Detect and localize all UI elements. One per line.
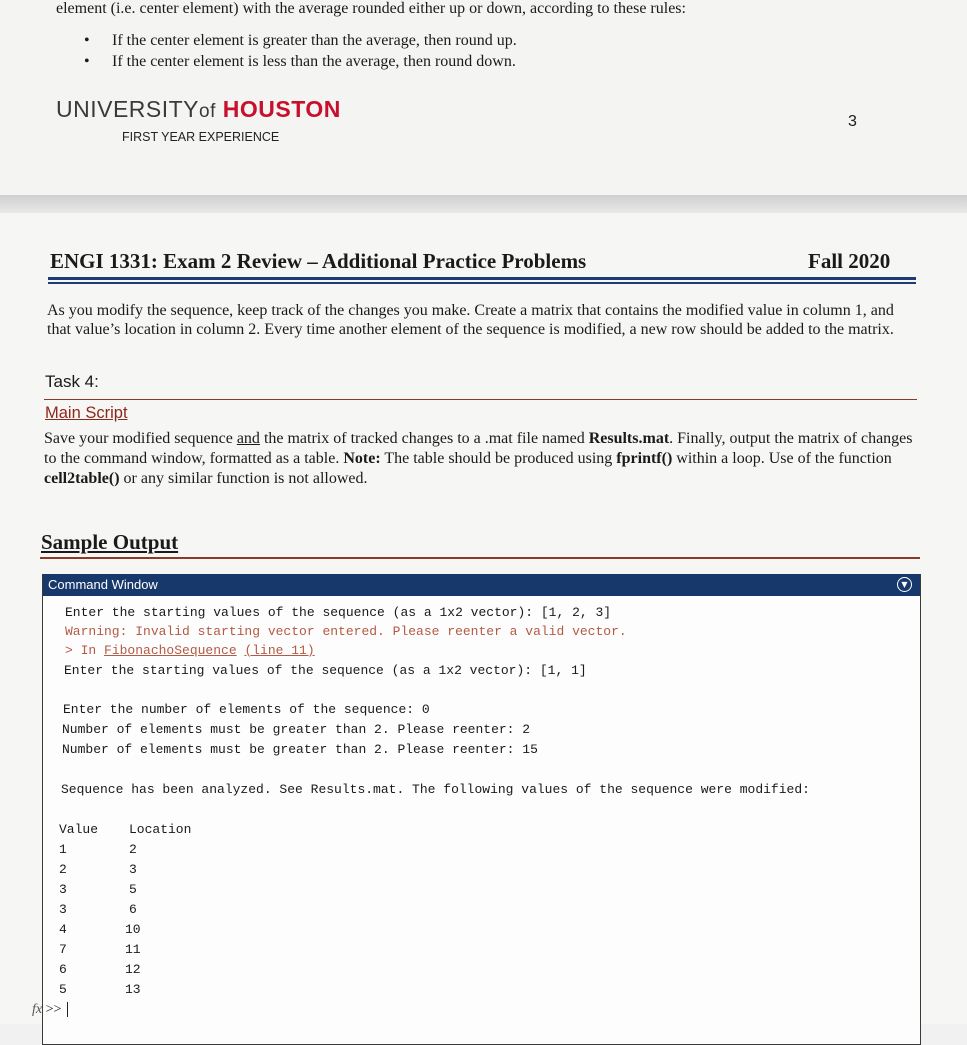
logo-subtitle: FIRST YEAR EXPERIENCE: [122, 130, 280, 144]
bullet-icon: •: [84, 53, 90, 70]
output-line: Number of elements must be greater than 2. Please reenter: 2: [62, 722, 531, 737]
university-logo: UNIVERSITYof HOUSTON: [56, 96, 341, 122]
table-cell: 13: [125, 982, 141, 997]
list-item: • If the center element is less than the average, then round down.: [84, 53, 516, 70]
table-cell: 5: [129, 882, 137, 897]
table-cell: 2: [129, 842, 137, 857]
output-line: Enter the starting values of the sequence (as a 1x2 vector): [1, 1]: [64, 663, 587, 678]
bullet-icon: •: [84, 32, 90, 49]
output-line: Sequence has been analyzed. See Results.mat. The following values of the sequence were modified:: [61, 782, 810, 797]
sample-output-heading: Sample Output: [41, 530, 179, 554]
table-cell: 10: [125, 922, 141, 937]
table-cell: 3: [59, 902, 67, 917]
table-cell: 3: [59, 882, 67, 897]
term-label: Fall 2020: [808, 249, 891, 273]
current-page: [0, 213, 967, 1024]
task-paragraph: Save your modified sequence and the matrix of tracked changes to a .mat file named Results.mat. Finally, output the matrix of changes to the command window, formatted as a table. Note: The table should be produced using fprintf() within a loop. Use of the function cell2table() or any similar function is not allowed.: [44, 430, 913, 487]
table-header-location: Location: [129, 822, 192, 837]
table-cell: 6: [129, 902, 137, 917]
header-rule: [48, 277, 916, 280]
previous-page: [0, 0, 967, 195]
output-line: Enter the starting values of the sequence (as a 1x2 vector): [1, 2, 3]: [65, 605, 612, 620]
table-cell: 7: [59, 942, 67, 957]
function-browser-icon[interactable]: fx: [32, 1002, 43, 1017]
list-item: • If the center element is greater than the average, then round up.: [84, 32, 517, 49]
function-link[interactable]: FibonachoSequence: [104, 643, 237, 658]
command-window-title: Command Window: [48, 577, 158, 592]
sample-rule: [40, 557, 920, 559]
table-cell: 2: [59, 862, 67, 877]
page-number: 3: [848, 113, 857, 130]
command-window-titlebar: [43, 574, 920, 596]
table-cell: 4: [59, 922, 67, 937]
page-title: ENGI 1331: Exam 2 Review – Additional Practice Problems: [50, 249, 587, 273]
table-cell: 5: [59, 982, 67, 997]
task-rule: [44, 399, 917, 400]
dropdown-icon[interactable]: ▼: [897, 577, 912, 592]
rules-list: [84, 30, 517, 72]
output-line: Enter the number of elements of the sequence: 0: [63, 702, 430, 717]
error-location-line: > In FibonachoSequence (line 11): [65, 643, 315, 658]
command-prompt[interactable]: fx >>: [32, 1002, 68, 1018]
text-cursor: [67, 1002, 68, 1017]
table-cell: 12: [125, 962, 141, 977]
task-heading: Task 4:: [45, 372, 99, 391]
command-window[interactable]: [42, 574, 921, 1045]
table-cell: 3: [129, 862, 137, 877]
main-script-heading: Main Script: [45, 404, 128, 422]
line-link[interactable]: (line 11): [244, 643, 315, 658]
table-cell: 6: [59, 962, 67, 977]
intro-line: element (i.e. center element) with the average rounded either up or down, according to these rules:: [56, 0, 686, 17]
warning-line: Warning: Invalid starting vector entered. Please reenter a valid vector.: [65, 624, 627, 639]
page-gap: [0, 195, 967, 213]
instruction-paragraph: As you modify the sequence, keep track of the changes you make. Create a matrix that contains the modified value in column 1, and that value’s location in column 2. Every time another element of the sequence is modified, a new row should be added to the matrix.: [47, 302, 894, 338]
output-line: Number of elements must be greater than 2. Please reenter: 15: [62, 742, 538, 757]
table-cell: 11: [125, 942, 141, 957]
header-rule: [48, 282, 916, 284]
table-header-value: Value: [59, 822, 99, 837]
table-cell: 1: [59, 842, 67, 857]
